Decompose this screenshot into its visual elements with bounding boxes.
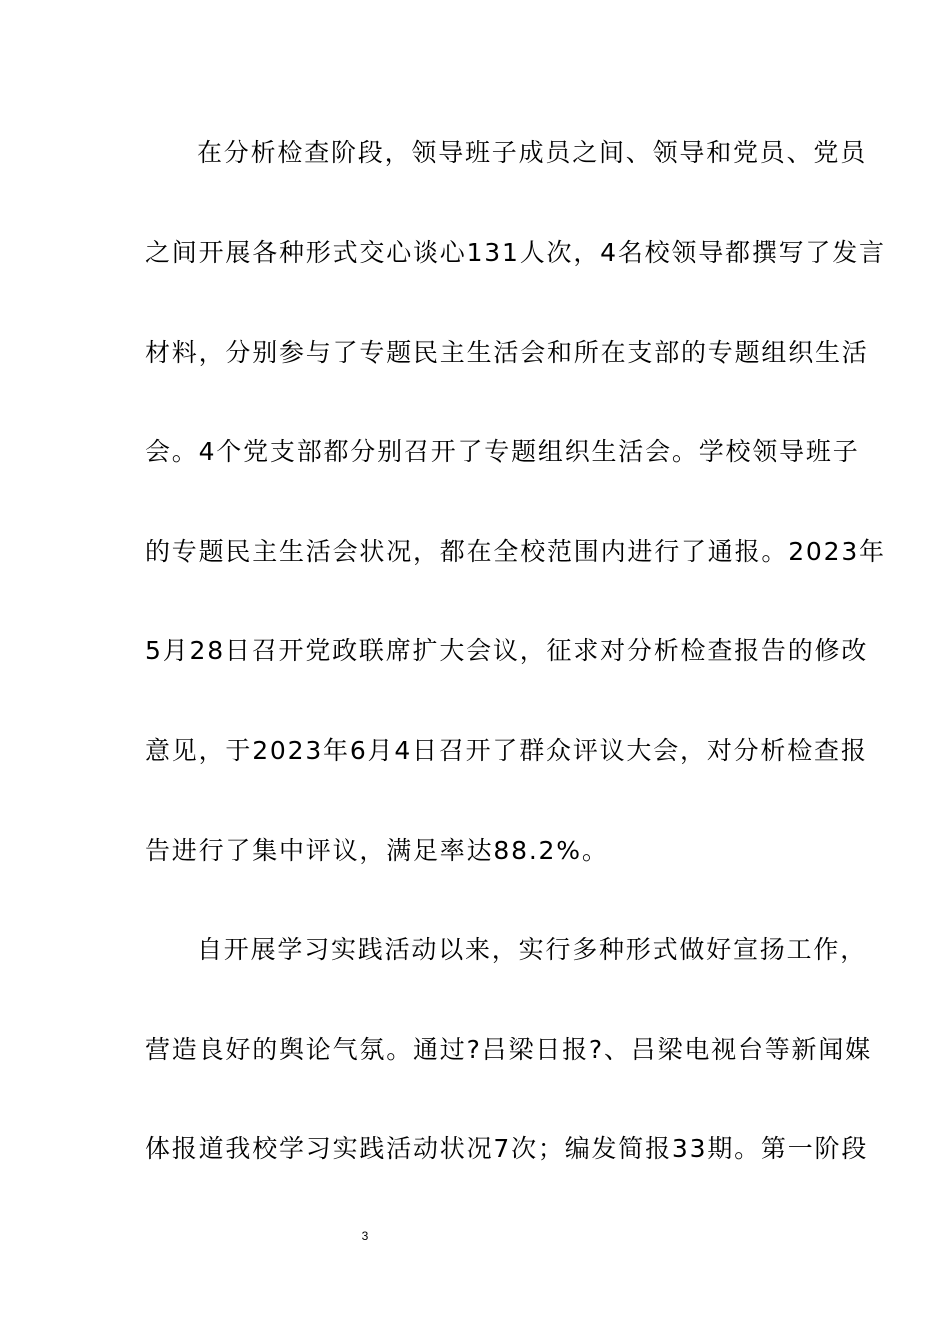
paragraph-1-line-5: 的专题民主生活会状况，都在全校范围内进行了通报。2023年 [145,537,886,566]
paragraph-1-line-7: 意见，于2023年6月4日召开了群众评议大会，对分析检查报 [145,736,868,765]
paragraph-1-line-1: 在分析检查阶段，领导班子成员之间、领导和党员、党员 [197,138,868,167]
paragraph-1-line-6: 5月28日召开党政联席扩大会议，征求对分析检查报告的修改 [145,636,869,665]
paragraph-2-line-1: 自开展学习实践活动以来，实行多种形式做好宣扬工作， [197,935,868,964]
paragraph-1-line-8: 告进行了集中评议，满足率达88.2%。 [145,836,609,865]
paragraph-1-line-4: 会。4个党支部都分别召开了专题组织生活会。学校领导班子 [145,437,860,466]
page-number: 3 [361,1229,369,1243]
paragraph-2-line-2: 营造良好的舆论气氛。通过?吕梁日报?、吕梁电视台等新闻媒 [145,1035,872,1064]
paragraph-1-line-2: 之间开展各种形式交心谈心131人次，4名校领导都撰写了发言 [145,238,886,267]
paragraph-2-line-3: 体报道我校学习实践活动状况7次；编发简报33期。第一阶段 [145,1134,869,1163]
paragraph-1-line-3: 材料，分别参与了专题民主生活会和所在支部的专题组织生活 [145,338,869,367]
